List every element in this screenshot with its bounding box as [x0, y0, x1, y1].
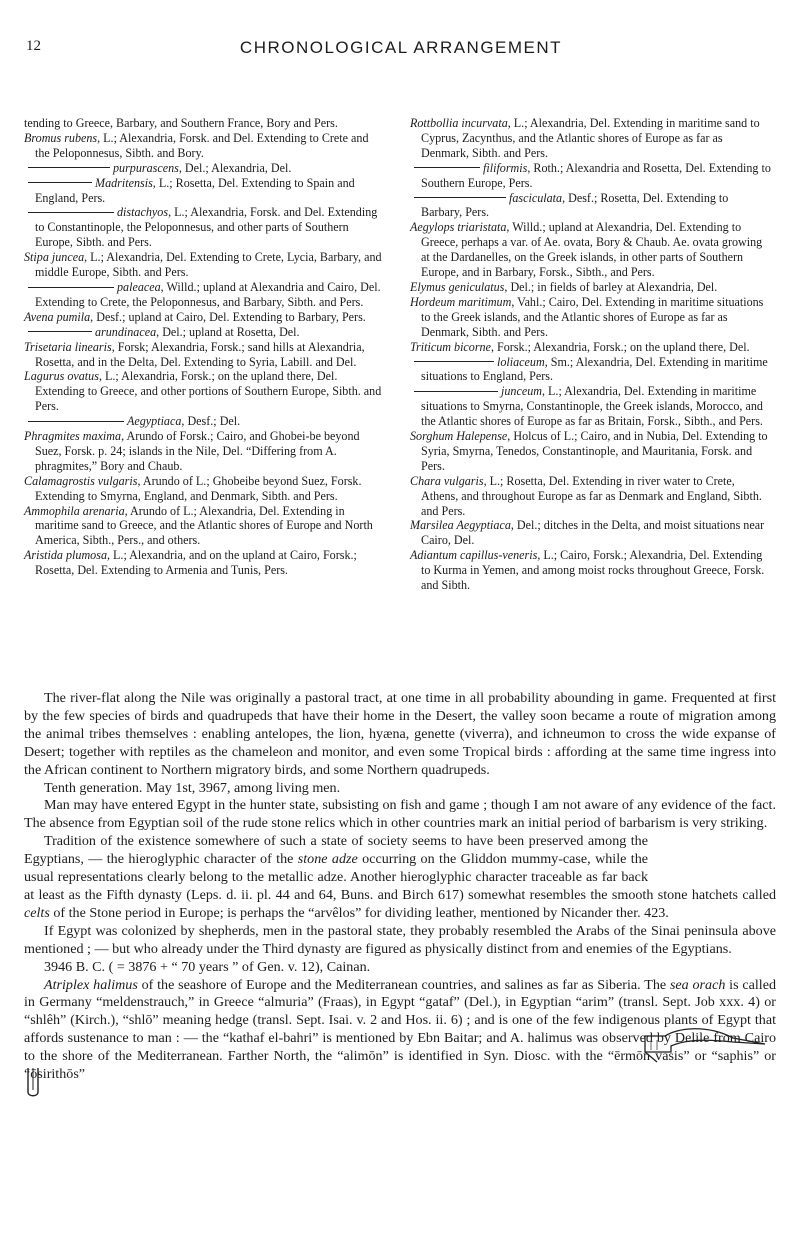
ditto-dash [28, 182, 92, 183]
species-name: Avena pumila [24, 309, 91, 324]
entry-text: , L.; Rosetta, Del. Extending in river water to Crete, Athens, and throughout Europe as far as Denmark and England, Sibth. and Pers. [421, 473, 762, 518]
left-column-entry [24, 161, 386, 176]
ditto-dash [414, 361, 494, 362]
left-column-entry [24, 310, 386, 325]
entry-text: , L.; Alexandria, Del. Extending in maritime sand to Cyprus, Zacynthus, and the Atlantic shores of Europe as far as Denmark, Sibth. and Pers. [421, 116, 760, 160]
left-column-entry [24, 325, 386, 340]
right-column-entry [410, 474, 772, 519]
paragraph-cainan: 3946 B. C. ( = 3876 + “ 70 years ” of Gen. v. 12), Cainan. [44, 958, 371, 975]
species-columns [24, 116, 772, 686]
species-name: loliaceum [497, 354, 545, 369]
right-column-entry [410, 340, 772, 355]
species-name: Aegylops triaristata [410, 220, 507, 235]
right-column-entry [410, 191, 772, 221]
page-number: 12 [26, 38, 41, 54]
entry-text: , Desf.; Rosetta, Del. Extending to Barbary, Pers. [421, 190, 729, 220]
species-name: Bromus rubens [24, 130, 98, 145]
left-column-entry [24, 176, 386, 206]
left-column-entry [24, 340, 386, 370]
paragraph-river-flat: The river-flat along the Nile was originally a pastoral tract, at one time in all probability abounding in game. Frequented at first by the few species of birds and quadrupeds that have their home in the Desert, the valley soon became a route of migration among the animal tribes themselves : enabling antelopes, the lion, hyæna, genette (viverra), and ichneumon to cross the wide expanse of Desert; together with reptiles as the chameleon and monitor, and even some Tropical birds : affording at the same time ingress into the African continent to Northern migratory birds, and some Northern quadrupeds. [24, 690, 776, 778]
species-name: Adiantum capillus-veneris [410, 548, 538, 563]
left-column-entry [24, 205, 386, 250]
right-column-entry [410, 548, 772, 593]
entry-text: , Desf.; upland at Cairo, Del. Extending to Barbary, Pers. [90, 309, 366, 324]
species-name: Rottbollia incurvata [410, 116, 508, 130]
species-name: Phragmites maxima [24, 429, 122, 444]
entry-text: , Desf.; Del. [181, 414, 241, 429]
species-name: Trisetaria linearis [24, 339, 112, 354]
right-column-entry [410, 280, 772, 295]
species-name: Triticum bicorne [410, 339, 491, 354]
entry-text: , Arundo of L.; Ghobeibe beyond Suez, Forsk. Extending to Smyrna, England, and Denmark, Sibth. and Pers. [35, 473, 362, 503]
celt-icon [25, 1066, 41, 1100]
left-column-entry [24, 116, 386, 131]
entry-text: , Forsk.; Alexandria, Forsk.; on the upland there, Del. [490, 339, 750, 354]
entry-text: , Roth.; Alexandria and Rosetta, Del. Extending to Southern Europe, Pers. [421, 160, 771, 190]
ditto-dash [28, 287, 114, 288]
right-column [410, 116, 772, 593]
entry-text: , L.; Cairo, Forsk.; Alexandria, Del. Extending to Kurma in Yemen, and among moist rocks throughout Greece, Forsk. and Sibth. [421, 548, 765, 593]
right-column-entry [410, 384, 772, 429]
paragraph-stone-adze: Tradition of the existence somewhere of such a state of society seems to have been preserved among the Egyptians, — the hieroglyphic character of the stone adze occurring on the Gliddon mummy-case, while the usual representations clearly belong to the metallic adze. Another hieroglyphic character traceable as far back at least as the Fifth dynasty (Leps. d. ii. pl. 44 and 64, Buns. and Birch 617) somewhat resembles the smooth stone hatchets called celts of the Stone period in Europe; is perhaps the “arvêlos” for dividing leather, mentioned by Nicander ther. 423. [24, 833, 776, 921]
entry-text: , Del.; Alexandria, Del. [178, 160, 292, 175]
running-head: CHRONOLOGICAL ARRANGEMENT [239, 38, 563, 57]
left-column-entry [24, 280, 386, 310]
species-name: junceum [501, 384, 542, 399]
species-name: arundinacea [95, 324, 157, 339]
entry-text: , L.; Alexandria, Del. Extending in maritime situations to Smyrna, Constantinople, the Greek islands, Morocco, and the Atlantic shores of Europe as far as Britain, Forsk., Sibth., and Pers. [421, 384, 763, 429]
entry-text: , L.; Alexandria, Forsk.; on the upland there, Del. Extending to Greece, and other portions of Southern Europe, Sibth. and Pers. [35, 369, 382, 414]
entry-text: , L.; Alexandria, Del. Extending to Crete, Lycia, Barbary, and middle Europe, Sibth. and Pers. [35, 250, 382, 280]
left-column [24, 116, 386, 578]
entry-text: , L.; Alexandria, and on the upland at Cairo, Forsk.; Rosetta, Del. Extending to Armenia and Tunis, Pers. [35, 548, 357, 578]
species-name: Elymus geniculatus [410, 279, 505, 294]
ditto-dash [28, 167, 110, 168]
species-name: filiformis [483, 160, 528, 175]
adze-figure-space [648, 833, 776, 883]
paragraph-shepherds: If Egypt was colonized by shepherds, men in the pastoral state, they probably resembled the Arabs of the Sinai peninsula above mentioned ; — but who already under the Third dynasty are figured as physically distinct from and enemies of the Egyptians. [24, 922, 776, 957]
paragraph-atriplex: Atriplex halimus of the seashore of Europe and the Mediterranean countries, and salines as far as Siberia. The sea orach is called in Germany “meldenstrauch,” in Greece “almuria” (Fraas), in Egypt “gataf” (Del.), in Egyptian “arim” (transl. Sept. Job xxx. 4) or “shlêh” (Kirch.), “shlō” meaning hedge (transl. Sept. Isai. v. 2 and Hos. ii. 6) ; and is one of the few indigenous plants of Egypt that affords sustenance to man : — the “kathaf el-bahri” is mentioned by Ebn Baitar; and A. halimus was observed by Delile from Cairo to the shore of the Mediterranean. Farther North, the “alimōn” is identified in Syn. Diosc. with the “ērmōn vasis” or “saphis” or “ōsirithōs” [24, 976, 777, 1083]
ditto-dash [28, 212, 114, 213]
species-name: fasciculata [509, 190, 563, 205]
entry-text: , Del.; upland at Rosetta, Del. [156, 324, 300, 339]
entry-text: , Willd.; upland at Alexandria and Cairo, Del. Extending to Crete, the Peloponnesus, and Barbary, Sibth. and Pers. [35, 279, 381, 309]
ditto-dash [414, 391, 498, 392]
entry-text: , Arundo of Forsk.; Cairo, and Ghobei-be beyond Suez, Forsk. p. 24; islands in the Nile, Del. “Differing from A. phragmites,” Bory and Chaub. [35, 429, 360, 473]
right-column-entry [410, 518, 772, 548]
species-name: paleacea [117, 279, 161, 294]
stone-adze-icon [637, 1018, 769, 1068]
ditto-dash [414, 167, 480, 168]
ditto-dash [28, 331, 92, 332]
left-column-entry [24, 369, 386, 414]
paragraph-tenth-generation: Tenth generation. May 1st, 3967, among living men. [44, 779, 341, 796]
species-name: Aegyptiaca [127, 414, 182, 429]
species-name: Calamagrostis vulgaris [24, 473, 138, 488]
entry-text: , Del.; ditches in the Delta, and moist situations near Cairo, Del. [421, 518, 765, 548]
right-column-entry [410, 220, 772, 280]
left-column-entry [24, 414, 386, 429]
left-column-entry [24, 131, 386, 161]
left-column-entry [24, 548, 386, 578]
species-name: Marsilea Aegyptiaca [410, 518, 511, 533]
entry-text: , L.; Alexandria, Forsk. and Del. Extending to Crete and the Peloponnesus, Sibth. and Bory. [35, 130, 369, 160]
page-header [20, 38, 782, 62]
species-name: Ammophila arenaria [24, 503, 125, 518]
right-column-entry [410, 116, 772, 161]
species-name: Hordeum maritimum [410, 294, 512, 309]
right-column-entry [410, 161, 772, 191]
entry-text: , Forsk; Alexandria, Forsk.; sand hills at Alexandria, Rosetta, and in the Delta, Del. Extending to Syria, Labill. and Del. [35, 339, 365, 369]
species-name: distachyos [117, 205, 169, 220]
ditto-dash [414, 197, 506, 198]
species-name: Stipa juncea [24, 250, 85, 265]
entry-text: , Del.; in fields of barley at Alexandria, Del. [504, 279, 718, 294]
left-column-entry [24, 474, 386, 504]
entry-text: , L.; Rosetta, Del. Extending to Spain and England, Pers. [35, 175, 355, 205]
species-name: Chara vulgaris [410, 473, 484, 488]
right-column-entry [410, 355, 772, 385]
entry-text: , Vahl.; Cairo, Del. Extending in maritime situations to the Greek islands, and the Atlantic shores of Europe as far as Denmark, Sibth. and Pers. [421, 294, 764, 339]
entry-text: , Sm.; Alexandria, Del. Extending in maritime situations to England, Pers. [421, 354, 768, 384]
entry-text: tending to Greece, Barbary, and Southern France, Bory and Pers. [24, 116, 338, 130]
left-column-entry [24, 429, 386, 474]
right-column-entry [410, 295, 772, 340]
ditto-dash [28, 421, 124, 422]
right-column-entry [410, 429, 772, 474]
species-name: Sorghum Halepense [410, 429, 508, 444]
entry-text: , Holcus of L.; Cairo, and in Nubia, Del. Extending to Syria, Smyrna, Tenedos, Constantinople, and Mauritania, Forsk. and Pers. [421, 429, 768, 473]
species-name: Aristida plumosa [24, 548, 107, 563]
paragraph-hunter-state: Man may have entered Egypt in the hunter state, subsisting on fish and game ; though I am not aware of any evidence of the fact. The absence from Egyptian soil of the rude stone relics which in other countries mark an initial period of barbarism is very striking. [24, 797, 776, 832]
entry-text: , Arundo of L.; Alexandria, Del. Extending in maritime sand to Greece, and the Atlantic shores of Europe and North America, Sibth., Pers., and others. [35, 503, 373, 548]
species-name: purpurascens [113, 160, 179, 175]
entry-text: , Willd.; upland at Alexandria, Del. Extending to Greece, perhaps a var. of Ae. ovata, Bory & Chaub. Ae. ovata growing at the Dardanelles, on the Greek islands, in other parts of Southern Europe, and in Barbary, Forsk., Sibth., and Pers. [421, 220, 763, 280]
species-name: Lagurus ovatus [24, 369, 99, 384]
species-name: Madritensis [95, 175, 153, 190]
left-column-entry [24, 504, 386, 549]
entry-text: , L.; Alexandria, Forsk. and Del. Extending to Constantinople, the Peloponnesus, and other parts of Southern Europe, Sibth. and Pers. [35, 205, 378, 250]
left-column-entry [24, 250, 386, 280]
